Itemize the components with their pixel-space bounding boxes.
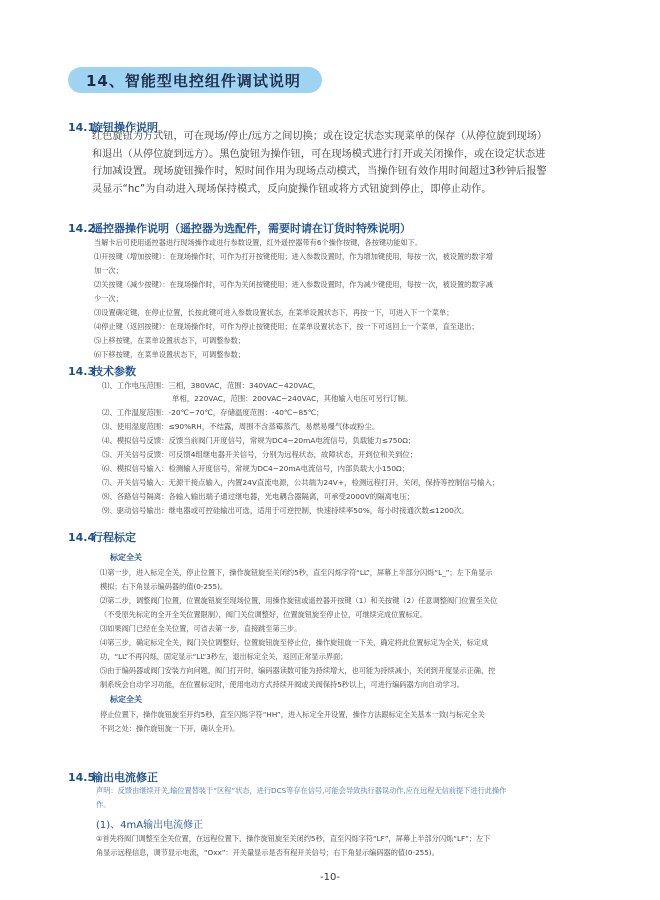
text-line: ⑶设置确定键，在停止位置，长按此键可进入参数设置状态，在菜单设置状态下，再按一下，可进入下一个菜单； (94, 308, 454, 317)
tech-line: ⑴、工作电压范围：三相，380VAC，范围：340VAC~420VAC， (102, 381, 321, 390)
heading-text: 输出电流修正 (92, 771, 158, 784)
text-line: ⑶如果阀门已经在全关位置，可省去第一步，直接跳至第三步。 (100, 624, 302, 633)
note-line: 声明：反馈由继续开关,输位置替装于“区程”状态，进行DCS等存在信号,可能会导致执行器误动作,应在远程无信前提下进行此操作 (96, 786, 507, 795)
heading-text: 遥控器操作说明（遥控器为选配件，需要时请在订货时特殊说明） (92, 222, 411, 235)
paragraph-line: 红色旋钮为方式钮，可在现场/停止/远方之间切换；或在设定状态实现菜单的保存（从停位旋到现场） (92, 131, 548, 142)
note-line: 作。 (96, 800, 111, 809)
text-line: ⑵关按键（减少按键）：在现场操作时，可作为关闭按键使用；进入参数设置时，作为减少键使用，每按一次，被设置的数字减 (94, 280, 493, 289)
section-title-banner (68, 67, 322, 93)
text-line: ⑴第一步，进入标定全关，停止位置下，操作旋钮旋至关闭约5秒，直至闪烁字符“LL”，屏幕上半部分闪烁“L_”；左下角显示 (100, 568, 493, 577)
tech-line: ⑸、开关信号反馈：可反馈4组继电器开关信号，分别为远程状态，故障状态，开到位和关到位； (102, 450, 418, 459)
text-line: 不同之处：操作旋钮旋一下开，确认全开)。 (100, 724, 240, 733)
heading-14-4 (68, 529, 136, 545)
tech-line: ⑻、各路信号隔离：各输入输出端子通过继电器，光电耦合器隔离，可承受2000V的隔离电压； (102, 492, 415, 501)
paragraph-line: 行加减设置。现场旋钮操作时，短时间作用为现场点动模式，当操作钮有效作用时间超过3秒钟后报警 (92, 166, 547, 177)
tech-line: ⑹、模拟信号输入：检测输入开度信号，常规为DC4~20mA电流信号，内部负载大小150Ω； (102, 464, 410, 473)
page-number: -10- (320, 872, 340, 883)
text-line: ⑴开按键（增加按键）：在现场操作时，可作为打开按键使用；进入参数设置时，作为增加键使用，每按一次，被设置的数字增 (94, 252, 493, 261)
text-line: 角显示远程信息，调节显示电流，“Oxx”：开关量显示是否有程开关信号；右下角显示编码器的值(0-255)。 (96, 848, 439, 857)
heading-text: 技术参数 (92, 365, 136, 378)
heading-14-3 (68, 363, 136, 379)
heading-text: 行程标定 (92, 531, 136, 544)
paragraph-line: 灵显示“hc”为自动进入现场保持模式，反向旋操作钮或将方式钮旋到停止，即停止动作。 (92, 183, 492, 195)
heading-number: 14.2 (68, 222, 96, 235)
text-line: 模拟；右下角显示编码器的值(0-255)。 (100, 582, 228, 591)
section-title: 14、智能型电控组件调试说明 (86, 72, 301, 90)
text-line: 加一次； (94, 266, 123, 275)
text-line: 停止位置下，操作旋钮旋至开约5秒，直至闪烁字符“HH”，进入标定全开设置，操作方法跟标定全关基本一致(与标定全关 (100, 710, 485, 719)
heading-number: 14.4 (68, 531, 96, 544)
heading-number: 14.1 (68, 121, 96, 134)
heading-text: 旋钮操作说明 (92, 121, 158, 134)
text-line: 制系统会自动学习功能，在位置标定时，使用电动方式持续开阀或关阀保持5秒以上，可进行编码器方向自动学习。 (100, 680, 464, 689)
tech-line: 单相，220VAC，范围：200VAC~240VAC，其他输入电压可另行订制。 (172, 394, 413, 403)
paragraph-line: 和退出（从停位旋到远方）。黑色旋钮为操作钮，可在现场模式进行打开或关闭操作，或在设定状态进 (92, 148, 546, 160)
tech-line: ⑼、驱动信号输出：继电器或可控硅输出可选，适用于可逆控制，快速持续率50%，每小时接通次数≤1200次。 (102, 506, 469, 515)
text-line: ⑵第二步，调整阀门位置，位置旋钮旋至现场位置，用操作旋钮或遥控器开按键（1）和关按键（2）任意调整阀门位置至关位 (100, 596, 498, 605)
subheading-4ma-correction: (1)、4mA输出电流修正 (96, 820, 204, 831)
text-line: ⑷停止键（返回按键）：在现场操作时，可作为停止按键使用；在菜单设置状态下，按一下可返回上一个菜单，直至退出； (94, 322, 479, 331)
paragraph-14-1 (92, 128, 608, 198)
text-line: ⑷第三步，确定标定全关，阀门关位调整好，位置旋钮旋至停止位，操作旋钮旋一下关，确定将此位置标定为全关，标定成 (100, 638, 489, 647)
text-line: 当解卡后可使用遥控器进行现场操作或进行参数设置，红外遥控器带有6个操作按键，各按键功能如下。 (94, 238, 423, 247)
text-line: ⑸上移按键，在菜单设置状态下，可调整参数； (94, 336, 245, 345)
heading-14-5 (68, 769, 158, 785)
text-line: ⑹下移按键，在菜单设置状态下，可调整参数； (94, 350, 245, 359)
heading-number: 14.5 (68, 771, 96, 784)
heading-number: 14.3 (68, 365, 96, 378)
text-line: （不受原先标定的全开全关位置限制），阀门关位调整好，位置旋钮旋至停止位，可继续完成位置标定。 (100, 610, 428, 619)
tech-line: ⑶、使用湿度范围：≤90%RH，不结露，周围不含蒸霉蒸汽，易燃易爆气体或粉尘。 (102, 422, 380, 431)
text-line: ⑸由于编码器或阀门安装方向问题，阀门打开时，编码器读数可能为持续增大，也可能为持续减小，关闭到开度显示正确，控 (100, 666, 496, 675)
tech-line: ⑺、开关信号输入：无源干接点输入，内置24V直流电源，公共端为24V+，检测远程打开，关闭，保持等控制信号输入； (102, 478, 500, 487)
subheading-calibrate-open: 标定全关 (110, 695, 142, 704)
tech-line: ⑵、工作温度范围：-20℃~70℃，存储温度范围：-40℃~85℃； (102, 408, 324, 417)
tech-line: ⑷、模拟信号反馈：反馈当前阀门开度信号，常规为DC4~20mA电流信号，负载能力≤750Ω； (102, 436, 416, 445)
subheading-calibrate-close: 标定全关 (110, 553, 142, 562)
heading-14-2 (68, 220, 411, 236)
text-line: ①首先将阀门调整至全关位置，在远程位置下，操作旋钮旋至关闭约5秒，直至闪烁字符“LF”，屏幕上半部分闪烁“LF”；左下 (96, 834, 491, 843)
text-line: 功，“LL”不再闪烁，固定显示“LL”3秒左，退出标定全关，返回正常显示界面； (100, 652, 348, 661)
text-line: 少一次； (94, 294, 123, 303)
